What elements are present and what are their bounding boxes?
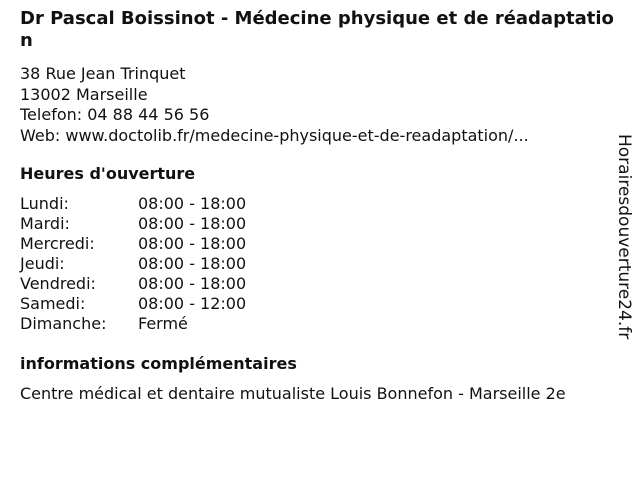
hours-row-saturday [20,294,246,314]
opening-hours-table [20,194,246,334]
city-postcode: 13002 Marseille [20,84,148,104]
site-watermark: Horairesdouverture24.fr [614,134,634,340]
time-value: 08:00 - 18:00 [138,234,247,253]
hours-row-monday [20,194,246,214]
day-label: Samedi: [20,294,86,313]
time-value: 08:00 - 18:00 [138,214,247,233]
day-label: Dimanche: [20,314,107,333]
day-label: Lundi: [20,194,69,213]
time-value: 08:00 - 12:00 [138,294,247,313]
phone-number: Telefon: 04 88 44 56 56 [20,105,210,124]
time-value: 08:00 - 18:00 [138,194,247,213]
hours-row-tuesday [20,214,246,234]
additional-info-text: Centre médical et dentaire mutualiste Louis Bonnefon - Marseille 2e [20,384,566,403]
address-block [20,64,529,146]
time-value: Fermé [138,314,188,333]
hours-row-wednesday [20,234,246,254]
opening-hours-heading: Heures d'ouverture [20,164,196,183]
day-label: Jeudi: [20,254,65,273]
hours-row-thursday [20,254,246,274]
day-label: Mardi: [20,214,70,233]
website-link[interactable]: Web: www.doctolib.fr/medecine-physique-et-de-readaptation/... [20,125,529,145]
additional-info-heading: informations complémentaires [20,354,297,373]
day-label: Vendredi: [20,274,96,293]
time-value: 08:00 - 18:00 [138,254,247,273]
time-value: 08:00 - 18:00 [138,274,247,293]
hours-row-friday [20,274,246,294]
day-label: Mercredi: [20,234,95,253]
street-address: 38 Rue Jean Trinquet [20,64,186,83]
page-title: Dr Pascal Boissinot - Médecine physique et de réadaptation [20,8,614,51]
hours-row-sunday [20,314,246,334]
